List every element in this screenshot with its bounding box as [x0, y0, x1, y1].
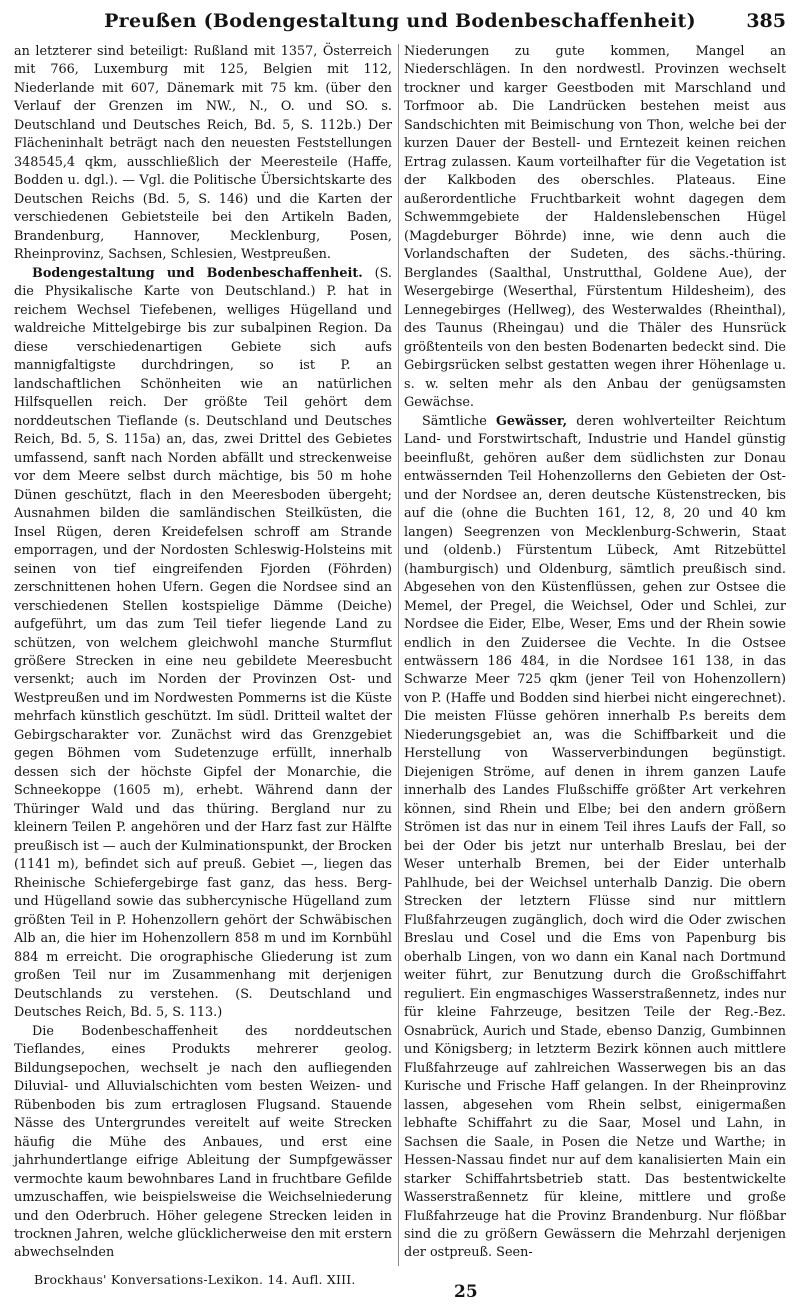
column-divider	[398, 44, 399, 1266]
paragraph-niederungen: Niederungen zu gute kommen, Mangel an Niederschlägen. In den nordwestl. Provinzen wechselt trockner und karger Geestboden mit Marschland und Torfmoor ab. Die Landrücken bestehen meist aus Sandschichten mit Beimischung von Thon, welche bei der kurzen Dauer der Bestell- und Erntezeit keinen reichen Ertrag zulassen. Kaum vorteilhafter für die Vegetation ist der Kalkboden des oberschles. Plateaus. Eine außerordentliche Fruchtbarkeit wohnt dagegen dem Schwemmgebiete der Haldenslebenschen Hügel (Magdeburger Böhrde) inne, wie denn auch die Vorlandschaften der Sudeten, des sächs.-thüring. Berglandes (Saalthal, Unstrutthal, Goldene Aue), der Wesergebirge (Weserthal, Fürstentum Hildesheim), des Lennegebirges (Hellweg), des Westerwaldes (Rheinthal), des Taunus (Rheingau) und die Thäler des Hunsrück größtenteils von den besten Bodenarten bedeckt sind. Die Gebirgsrücken selbst gestatten wegen ihrer Höhenlage u. s. w. selten mehr als den Anbau der genügsamsten Gewächse.	[404, 44, 786, 411]
right-column	[404, 43, 786, 1263]
footer-imprint: Brockhaus' Konversations-Lexikon. 14. Aufl. XIII.	[34, 1272, 356, 1287]
paragraph-gewaesser-lead: Sämtliche	[422, 413, 487, 429]
section-heading-gewaesser: Gewässer,	[495, 413, 568, 429]
signature-mark: 25	[454, 1282, 478, 1302]
page-footer	[14, 1270, 786, 1300]
paragraph-bodengestaltung	[14, 265, 392, 1023]
paragraph-gewaesser	[404, 413, 786, 1263]
left-column	[14, 43, 392, 1263]
page-number: 385	[746, 10, 786, 32]
page-header	[14, 10, 786, 40]
paragraph-borders: an letzterer sind beteiligt: Rußland mit 1357, Österreich mit 766, Luxemburg mit 125, Belgien mit 112, Niederlande mit 607, Dänemark mit 75 km. (über den Verlauf der Grenzen im NW., N., O. und SO. s. Deutschland und Deutsches Reich, Bd. 5, S. 112b.) Der Flächeninhalt beträgt nach den neuesten Feststellungen 348545,4 qkm, ausschließlich der Meeresteile (Haffe, Bodden u. dgl.). — Vgl. die Politische Übersichtskarte des Deutschen Reichs (Bd. 5, S. 146) und die Karten der verschiedenen Gebietsteile bei den Artikeln Baden, Brandenburg, Hannover, Mecklenburg, Posen, Rheinprovinz, Sachsen, Schlesien, Westpreußen.	[14, 44, 392, 263]
paragraph-bodenbeschaffenheit: Die Bodenbeschaffenheit des norddeutschen Tieflandes, eines Produkts mehrerer geolog. Bildungsepochen, wechselt je nach den aufliegenden Diluvial- und Alluvialschichten vom besten Weizen- und Rübenboden bis zum ertraglosen Flugsand. Stauende Nässe des Untergrundes vereitelt auf weite Strecken häufig die Mühe des Anbaues, und erst eine jahrhundertlange eifrige Ableitung der Sumpfgewässer vermochte kaum bewohnbares Land in fruchtbare Gefilde umzuschaffen, wie beispielsweise die Weichselniederung und den Oderbruch. Höher gelegene Strecken leiden in trocknen Jahren, welche glücklicherweise den mit erstern abwechselnden	[14, 1023, 392, 1261]
page-title: Preußen (Bodengestaltung und Bodenbeschaffenheit)	[104, 10, 696, 32]
paragraph-bodengestaltung-text: (S. die Physikalische Karte von Deutschland.) P. hat in reichem Wechsel Tiefebenen, welliges Hügelland und waldreiche Mittelgebirge bis zur subalpinen Region. Da diese verschiedenartigen Gebiete sich aufs mannigfaltigste durchdringen, so ist P. an landschaftlichen Schönheiten wie an natürlichen Hilfsquellen reich. Der größte Teil gehört dem norddeutschen Tieflande (s. Deutschland und Deutsches Reich, Bd. 5, S. 115a) an, das, zwei Drittel des Gebietes umfassend, sanft nach Norden abfällt und streckenweise vor dem Meere selbst durch mächtige, bis 50 m hohe Dünen geschützt, flach in den Meeresboden übergeht; Ausnahmen bilden die samländischen Steilküsten, die Insel Rügen, deren Kreidefelsen schroff am Strande emporragen, und der Nordosten Schleswig-Holsteins mit seinen von tief eingreifenden Fjorden (Föhrden) zerschnittenen hohen Ufern. Gegen die Nordsee sind an verschiedenen Stellen kostspielige Dämme (Deiche) aufgeführt, um das zum Teil tiefer liegende Land zu schützen, von welchem gleichwohl manche Sturmflut größere Strecken in eine neu gebildete Meeresbucht versenkt; auch im Norden der Provinzen Ost- und Westpreußen und im Nordwesten Pommerns ist die Küste mehrfach künstlich geschützt. Im südl. Dritteil waltet der Gebirgscharakter vor. Zunächst wird das Grenzgebiet gegen Böhmen vom Sudetenzuge erfüllt, innerhalb dessen sich der höchste Gipfel der Monarchie, die Schneekoppe (1605 m), erhebt. Während dann der Thüringer Wald und das thüring. Bergland nur zu kleinern Teilen P. angehören und der Harz fast zur Hälfte preußisch ist — auch der Kulminationspunkt, der Brocken (1141 m), befindet sich auf preuß. Gebiet —, liegen das Rheinische Schiefergebirge fast ganz, das hess. Berg- und Hügelland sowie das subhercynische Hügelland zum größten Teil in P. Hohenzollern gehört der Schwäbischen Alb an, die hier im Hohenzollern 858 m und im Kornbühl 884 m erreicht. Die orographische Gliederung ist zum großen Teil nur im Zusammenhang mit derjenigen Deutschlands zu verstehen. (S. Deutschland und Deutsches Reich, Bd. 5, S. 113.)	[14, 265, 392, 1021]
section-heading-bodengestaltung: Bodengestaltung und Bodenbeschaffenheit.	[32, 265, 363, 281]
paragraph-gewaesser-text: deren wohlverteilter Reichtum Land- und Forstwirtschaft, Industrie und Handel günstig beeinflußt, gehören außer dem südlichsten zur Donau entwässernden Teil Hohenzollerns den Gebieten der Ost- und der Nordsee an, deren deutsche Küstenstrecken, bis auf die (ohne die Buchten 161, 12, 8, 20 und 40 km langen) Seegrenzen von Mecklenburg-Schwerin, Staat und (oldenb.) Fürstentum Lübeck, Amt Ritzebüttel (hamburgisch) und Oldenburg, sämtlich preußisch sind. Abgesehen von den Küstenflüssen, gehen zur Ostsee die Memel, der Pregel, die Weichsel, Oder und Schlei, zur Nordsee die Eider, Elbe, Weser, Ems und der Rhein sowie endlich in den Zuidersee die Vechte. In die Ostsee entwässern 186 484, in die Nordsee 161 138, in das Schwarze Meer 725 qkm (jener Teil von Hohenzollern) von P. (Haffe und Bodden sind hierbei nicht eingerechnet). Die meisten Flüsse gehören innerhalb P.s bereits dem Niederungsgebiet an, was die Schiffbarkeit und die Herstellung von Wasserverbindungen begünstigt. Diejenigen Ströme, auf denen in ihrem ganzen Laufe innerhalb des Landes Flußschiffe größter Art verkehren können, sind Rhein und Elbe; bei den andern größern Strömen ist das nur in einem Teil ihres Laufs der Fall, so bei der Oder bis jetzt nur unterhalb Breslau, bei der Weser unterhalb Bremen, bei der Eider unterhalb Pahlhude, bei der Weichsel unterhalb Danzig. Die obern Strecken der letztern Flüsse sind nur mittlern Flußfahrzeugen zugänglich, doch wird die Oder zwischen Breslau und Cosel und die Ems von Papenburg bis oberhalb Lingen, von wo dann ein Kanal nach Dortmund weiter führt, zur Benutzung durch die Großschiffahrt reguliert. Ein engmaschiges Wasserstraßennetz, indes nur für kleine Fahrzeuge, besitzen Teile der Reg.-Bez. Osnabrück, Aurich und Stade, ebenso Danzig, Gumbinnen und Königsberg; in letzterm Bezirk können auch mittlere Flußfahrzeuge auf zahlreichen Wasserwegen bis an das Kurische und Frische Haff gelangen. In der Rheinprovinz lassen, abgesehen vom Rhein selbst, einigermaßen lebhafte Schiffahrt zu die Saar, Mosel und Lahn, in Sachsen die Saale, in Posen die Netze und Warthe; in Hessen-Nassau findet nur auf dem kanalisierten Main ein starker Schiffahrtsbetrieb statt. Das bestentwickelte Wasserstraßennetz für kleine, mittlere und große Flußfahrzeuge hat die Provinz Brandenburg. Nur flößbar sind die zu größern Gewässern die Mehrzahl derjenigen der ostpreuß. Seen-	[404, 413, 786, 1261]
